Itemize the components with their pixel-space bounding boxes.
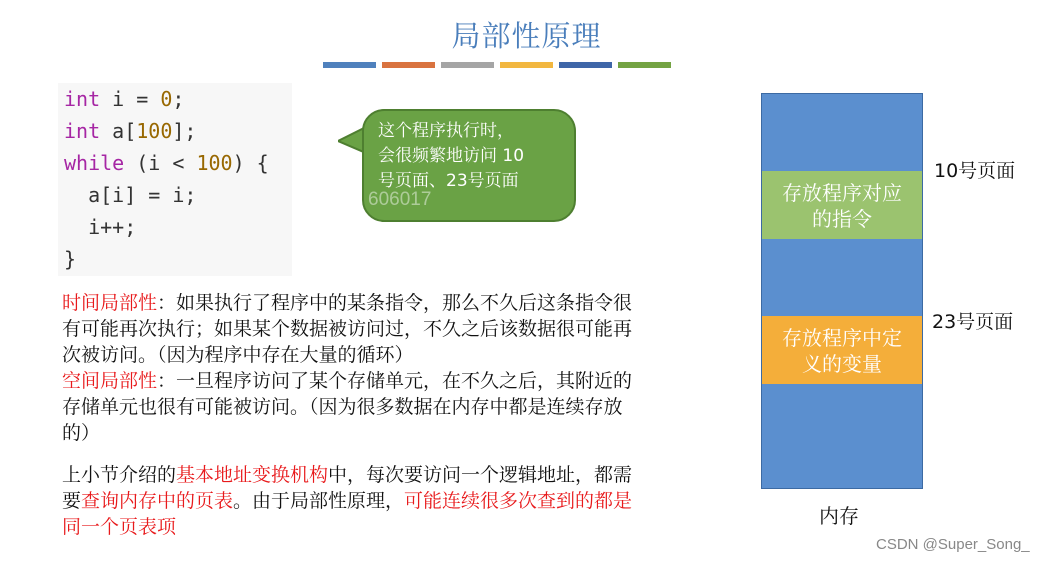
color-bar: [382, 62, 435, 68]
bubble-line: 号页面、23号页面: [378, 171, 519, 191]
paragraph-line: [62, 488, 632, 514]
code-keyword: int: [64, 119, 101, 143]
highlight-text: 查询内存中的页表: [81, 490, 234, 512]
code-line: }: [64, 247, 77, 271]
highlight-text: 可能连续很多次查到的都是: [404, 490, 633, 512]
code-line: [64, 117, 196, 145]
code-line: [64, 149, 269, 177]
term-spatial-locality: 空间局部性: [62, 370, 158, 392]
code-line: a[i] = i;: [64, 183, 197, 207]
memory-label: 内存: [819, 504, 859, 528]
term-temporal-locality: 时间局部性: [62, 292, 158, 314]
paragraph-text: ：一旦程序访问了某个存储单元，在不久之后，其附近的: [157, 370, 633, 392]
page-10-label: 10号页面: [934, 160, 1016, 182]
paragraph-line: [62, 462, 632, 488]
code-line: [64, 85, 184, 113]
paragraph-line: [62, 514, 632, 540]
paragraph-line: 有可能再次执行；如果某个数据被访问过，不久之后该数据很可能再: [62, 318, 633, 340]
bubble-line: 这个程序执行时，: [378, 121, 514, 141]
paragraph-line: 的）: [62, 422, 101, 444]
spatial-locality-paragraph: [62, 368, 632, 446]
slide-title: 局部性原理: [451, 19, 602, 53]
code-text: ;: [172, 87, 185, 111]
color-bar: [618, 62, 671, 68]
code-text: i =: [100, 87, 161, 111]
code-number: 100: [136, 119, 173, 143]
code-keyword: int: [64, 87, 101, 111]
segment-line: 的指令: [812, 207, 872, 231]
title-color-bars: [323, 62, 671, 68]
code-block: [58, 83, 292, 276]
color-bar: [441, 62, 494, 68]
temporal-locality-paragraph: [62, 290, 632, 368]
color-bar: [500, 62, 553, 68]
page-23-label: 23号页面: [932, 311, 1014, 333]
code-number: 0: [160, 87, 173, 111]
instruction-segment: [762, 171, 922, 239]
code-text: (i <: [124, 151, 197, 175]
color-bar: [323, 62, 376, 68]
code-text: ];: [172, 119, 197, 143]
paragraph-line: [62, 290, 632, 316]
color-bar: [559, 62, 612, 68]
variable-segment: [762, 316, 922, 384]
paragraph-line: 次被访问。（因为程序中存在大量的循环）: [62, 344, 414, 366]
paragraph-text: 。由于局部性原理，: [233, 490, 405, 512]
code-keyword: while: [64, 151, 125, 175]
code-text: a[: [100, 119, 137, 143]
paragraph-line: [62, 368, 632, 394]
segment-line: 存放程序中定: [782, 326, 902, 350]
paragraph-text: ：如果执行了程序中的某条指令，那么不久后这条指令很: [157, 292, 633, 314]
footer-credit: CSDN @Super_Song_: [876, 536, 1030, 553]
highlight-text: 同一个页表项: [62, 516, 177, 538]
code-line: i++;: [64, 215, 137, 239]
paragraph-text: 上小节介绍的: [62, 464, 177, 486]
paragraph-text: 中，每次要访问一个逻辑地址，都需: [328, 464, 633, 486]
paragraph-text: 要: [62, 490, 82, 512]
memory-diagram: [761, 93, 923, 489]
bubble-line: 会很频繁地访问 10: [378, 146, 525, 166]
code-text: ) {: [232, 151, 269, 175]
segment-line: 存放程序对应: [782, 181, 902, 205]
summary-paragraph: [62, 462, 632, 540]
code-number: 100: [196, 151, 233, 175]
highlight-text: 基本地址变换机构: [176, 464, 329, 486]
paragraph-line: 存储单元也很有可能被访问。（因为很多数据在内存中都是连续存放: [62, 396, 623, 418]
segment-line: 义的变量: [802, 352, 882, 376]
watermark-text: 606017: [368, 189, 432, 210]
